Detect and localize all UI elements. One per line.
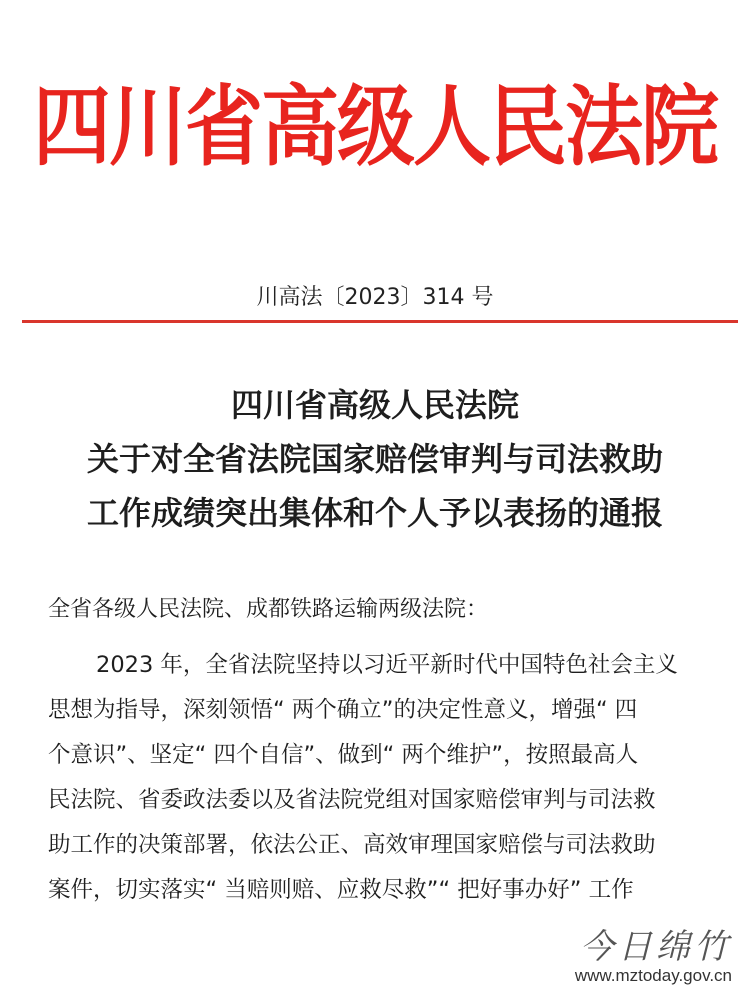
body-line-2: 思想为指导，深刻领悟“ 两个确立”的决定性意义，增强“ 四 bbox=[48, 697, 638, 723]
title-line-3: 工作成绩突出集体和个人予以表扬的通报 bbox=[86, 494, 663, 532]
watermark bbox=[542, 929, 732, 993]
salutation: 全省各级人民法院、成都铁路运输两级法院： bbox=[48, 597, 489, 622]
red-divider-line bbox=[22, 320, 738, 323]
body-line-3: 个意识”、坚定“ 四个自信”、做到“ 两个维护”，按照最高人 bbox=[48, 742, 639, 768]
body-line-4: 民法院、省委政法委以及省法院党组对国家赔偿审判与司法救 bbox=[48, 787, 656, 813]
watermark-url: www.mztoday.gov.cn bbox=[574, 966, 732, 985]
masthead-title: 四川省高级人民法院 bbox=[32, 77, 717, 179]
body-line-1: 2023 年，全省法院坚持以习近平新时代中国特色社会主义 bbox=[96, 652, 678, 678]
body-line-5: 助工作的决策部署，依法公正、高效审理国家赔偿与司法救助 bbox=[48, 832, 656, 858]
title-line-1: 四川省高级人民法院 bbox=[230, 386, 519, 424]
document-number: 川高法〔2023〕314 号 bbox=[256, 285, 494, 310]
title-line-2: 关于对全省法院国家赔偿审判与司法救助 bbox=[86, 440, 663, 478]
watermark-logo: 今日绵竹 bbox=[580, 927, 732, 967]
body-text bbox=[48, 643, 728, 913]
notice-title bbox=[0, 378, 750, 540]
body-line-6: 案件，切实落实“ 当赔则赔、应救尽救”“ 把好事办好” 工作 bbox=[48, 877, 634, 903]
